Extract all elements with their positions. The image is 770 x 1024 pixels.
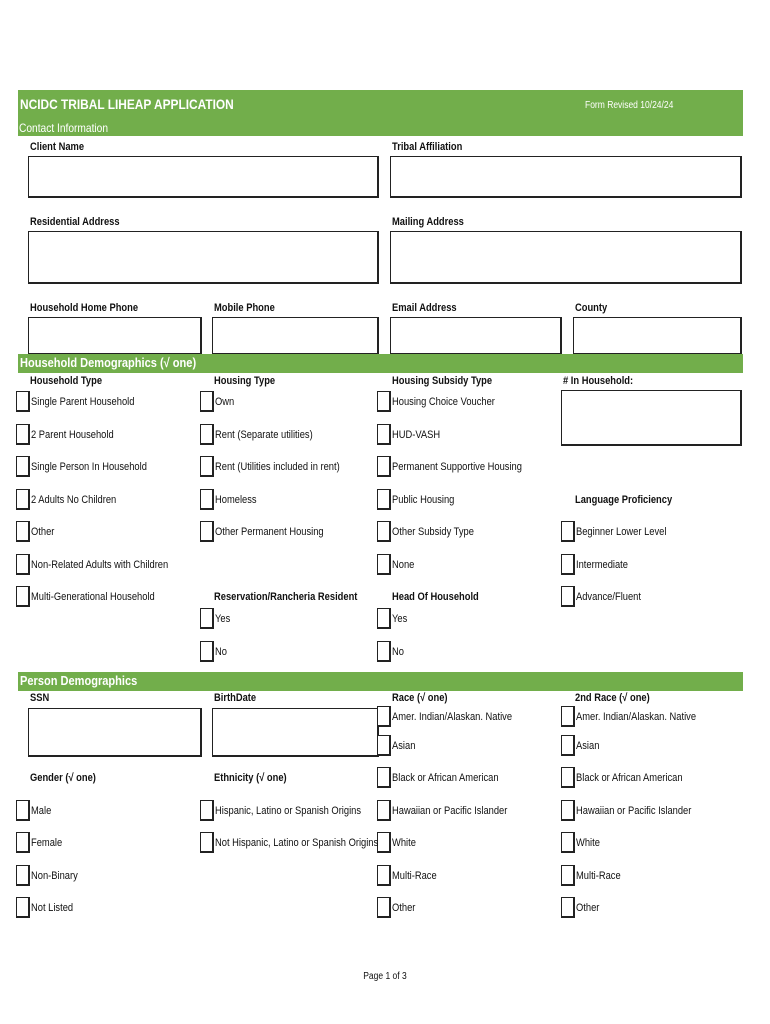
form-revised-date: Form Revised 10/24/24 [585,100,674,111]
housing-type-option: Rent (Separate utilities) [215,429,313,441]
household-type-checkbox[interactable] [16,489,30,510]
subsidy-option: None [392,559,415,571]
language-checkbox[interactable] [561,521,575,542]
housing-type-checkbox[interactable] [200,391,214,412]
housing-type-checkbox[interactable] [200,424,214,445]
household-type-option: Single Parent Household [31,396,135,408]
gender-option: Non-Binary [31,870,78,882]
gender-option: Female [31,837,63,849]
residential-address-label: Residential Address [30,216,120,228]
gender-label: Gender (√ one) [30,772,96,784]
second-race-option: Multi-Race [576,870,621,882]
second-race-checkbox[interactable] [561,800,575,821]
housing-type-option: Homeless [215,494,257,506]
race-option: Black or African American [392,772,499,784]
head-no-checkbox[interactable] [377,641,391,662]
housing-type-checkbox[interactable] [200,521,214,542]
second-race-checkbox[interactable] [561,706,575,727]
person-section-title: Person Demographics [20,673,138,688]
ethnicity-label: Ethnicity (√ one) [214,772,287,784]
subsidy-checkbox[interactable] [377,521,391,542]
subsidy-option: Permanent Supportive Housing [392,461,522,473]
race-option: Amer. Indian/Alaskan. Native [392,711,513,723]
race-option: Hawaiian or Pacific Islander [392,805,508,817]
language-checkbox[interactable] [561,554,575,575]
subsidy-checkbox[interactable] [377,391,391,412]
household-type-checkbox[interactable] [16,424,30,445]
reservation-yes-checkbox[interactable] [200,608,214,629]
birthdate-label: BirthDate [214,692,257,704]
second-race-checkbox[interactable] [561,767,575,788]
second-race-option: Other [576,902,600,914]
housing-type-option: Own [215,396,235,408]
language-proficiency-label: Language Proficiency [575,494,673,506]
housing-type-label: Housing Type [214,375,276,387]
housing-type-option: Other Permanent Housing [215,526,324,538]
housing-type-checkbox[interactable] [200,456,214,477]
household-type-option: Multi-Generational Household [31,591,155,603]
home-phone-label: Household Home Phone [30,302,139,314]
home-phone-field[interactable] [28,317,202,355]
form-title: NCIDC TRIBAL LIHEAP APPLICATION [20,96,234,112]
county-label: County [575,302,608,314]
reservation-no-checkbox[interactable] [200,641,214,662]
subsidy-checkbox[interactable] [377,489,391,510]
housing-type-checkbox[interactable] [200,489,214,510]
household-type-checkbox[interactable] [16,586,30,607]
household-type-option: 2 Parent Household [31,429,114,441]
birthdate-field[interactable] [212,708,379,757]
second-race-option: Asian [576,740,600,752]
subsidy-option: Other Subsidy Type [392,526,474,538]
head-of-household-label: Head Of Household [392,591,479,603]
head-option: No [392,646,404,658]
language-option: Advance/Fluent [576,591,641,603]
race-checkbox[interactable] [377,767,391,788]
subsidy-checkbox[interactable] [377,554,391,575]
second-race-checkbox[interactable] [561,735,575,756]
second-race-checkbox[interactable] [561,832,575,853]
race-label: Race (√ one) [392,692,448,704]
tribal-affiliation-label: Tribal Affiliation [392,141,463,153]
second-race-option: White [576,837,600,849]
race-checkbox[interactable] [377,800,391,821]
second-race-checkbox[interactable] [561,897,575,918]
ethnicity-option: Not Hispanic, Latino or Spanish Origins [215,837,379,849]
second-race-option: Hawaiian or Pacific Islander [576,805,692,817]
household-type-checkbox[interactable] [16,391,30,412]
household-type-option: Other [31,526,55,538]
ethnicity-checkbox[interactable] [200,800,214,821]
second-race-option: Amer. Indian/Alaskan. Native [576,711,697,723]
reservation-option: Yes [215,613,231,625]
tribal-affiliation-field[interactable] [390,156,742,198]
residential-address-field[interactable] [28,231,379,284]
household-type-option: Single Person In Household [31,461,147,473]
language-option: Beginner Lower Level [576,526,667,538]
mailing-address-label: Mailing Address [392,216,464,228]
race-option: White [392,837,416,849]
household-type-checkbox[interactable] [16,521,30,542]
language-checkbox[interactable] [561,586,575,607]
client-name-label: Client Name [30,141,85,153]
household-type-label: Household Type [30,375,103,387]
household-type-option: 2 Adults No Children [31,494,117,506]
subsidy-checkbox[interactable] [377,424,391,445]
housing-subsidy-label: Housing Subsidy Type [392,375,493,387]
page-number: Page 1 of 3 [363,971,407,982]
head-yes-checkbox[interactable] [377,608,391,629]
household-section-title: Household Demographics (√ one) [20,355,197,370]
gender-checkbox[interactable] [16,865,30,886]
race-option: Asian [392,740,416,752]
race-option: Other [392,902,416,914]
household-count-label: # In Household: [563,375,634,387]
gender-checkbox[interactable] [16,800,30,821]
race-checkbox[interactable] [377,735,391,756]
subsidy-option: HUD-VASH [392,429,441,441]
household-count-field[interactable] [561,390,742,446]
gender-option: Male [31,805,52,817]
ethnicity-checkbox[interactable] [200,832,214,853]
housing-type-option: Rent (Utilities included in rent) [215,461,340,473]
household-type-checkbox[interactable] [16,554,30,575]
household-type-option: Non-Related Adults with Children [31,559,169,571]
contact-section-title: Contact Information [19,121,109,135]
gender-option: Not Listed [31,902,74,914]
mailing-address-field[interactable] [390,231,742,284]
email-label: Email Address [392,302,457,314]
gender-checkbox[interactable] [16,897,30,918]
client-name-field[interactable] [28,156,379,198]
ethnicity-option: Hispanic, Latino or Spanish Origins [215,805,362,817]
county-field[interactable] [573,317,742,355]
ssn-field[interactable] [28,708,202,757]
second-race-option: Black or African American [576,772,683,784]
household-type-checkbox[interactable] [16,456,30,477]
subsidy-option: Public Housing [392,494,455,506]
second-race-label: 2nd Race (√ one) [575,692,650,704]
email-field[interactable] [390,317,562,355]
second-race-checkbox[interactable] [561,865,575,886]
reservation-resident-label: Reservation/Rancheria Resident [214,591,358,603]
mobile-phone-label: Mobile Phone [214,302,275,314]
subsidy-option: Housing Choice Voucher [392,396,495,408]
race-checkbox[interactable] [377,832,391,853]
race-checkbox[interactable] [377,865,391,886]
subsidy-checkbox[interactable] [377,456,391,477]
gender-checkbox[interactable] [16,832,30,853]
reservation-option: No [215,646,227,658]
race-checkbox[interactable] [377,706,391,727]
race-option: Multi-Race [392,870,437,882]
race-checkbox[interactable] [377,897,391,918]
mobile-phone-field[interactable] [212,317,379,355]
head-option: Yes [392,613,408,625]
language-option: Intermediate [576,559,628,571]
ssn-label: SSN [30,692,50,704]
